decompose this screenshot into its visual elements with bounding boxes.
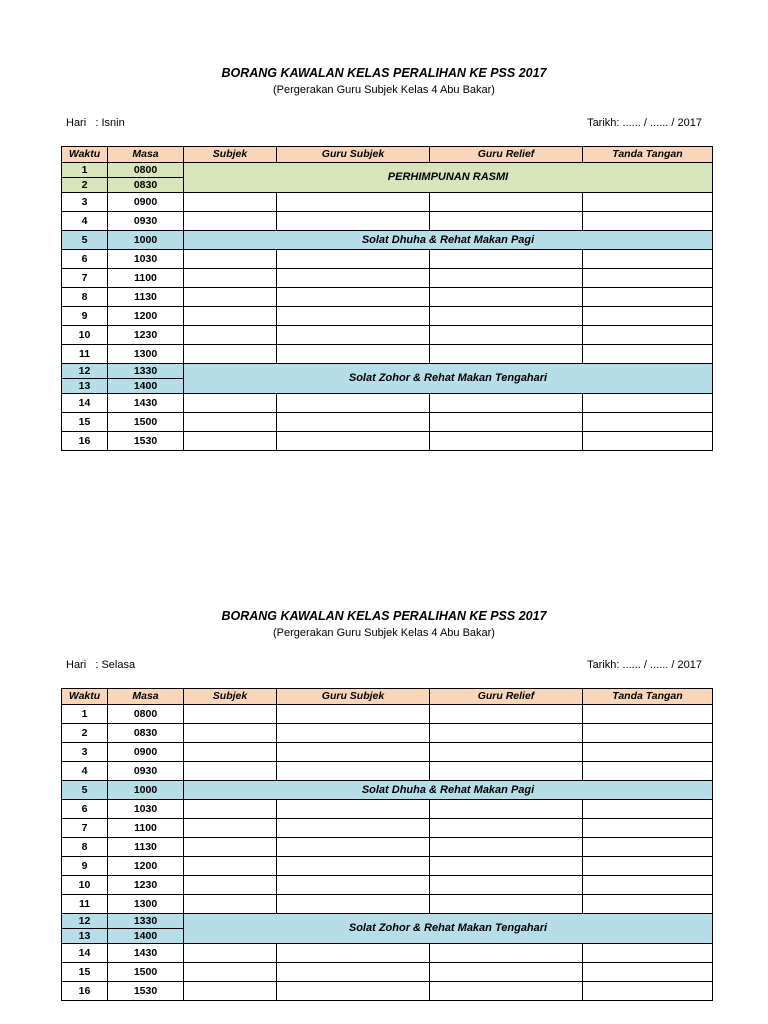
table-row [62,944,713,963]
cell-subjek[interactable] [184,819,277,838]
cell-guru-subjek[interactable] [277,705,430,724]
masa-cell: 1000 [108,231,184,250]
cell-guru-subjek[interactable] [277,800,430,819]
cell-subjek[interactable] [184,705,277,724]
cell-subjek[interactable] [184,838,277,857]
header-subjek: Subjek [184,147,277,163]
cell-subjek[interactable] [184,743,277,762]
header-masa: Masa [108,147,184,163]
day-label-prefix: Hari : [66,659,102,671]
masa-cell: 1500 [108,413,184,432]
cell-tanda-tangan[interactable] [583,762,713,781]
cell-guru-subjek[interactable] [277,345,430,364]
masa-cell: 1230 [108,876,184,895]
masa-cell: 1530 [108,432,184,451]
header-waktu: Waktu [62,147,108,163]
masa-cell: 1400 [108,929,184,944]
cell-tanda-tangan[interactable] [583,250,713,269]
cell-subjek[interactable] [184,963,277,982]
cell-tanda-tangan[interactable] [583,326,713,345]
waktu-cell: 13 [62,929,108,944]
table-row [62,345,713,364]
cell-guru-subjek[interactable] [277,432,430,451]
masa-cell: 1100 [108,269,184,288]
table-row [62,781,713,800]
table-row [62,857,713,876]
cell-guru-subjek[interactable] [277,413,430,432]
table-row [62,364,713,379]
cell-subjek[interactable] [184,250,277,269]
cell-subjek[interactable] [184,269,277,288]
cell-tanda-tangan[interactable] [583,307,713,326]
cell-guru-relief[interactable] [430,432,583,451]
cell-guru-relief[interactable] [430,963,583,982]
cell-subjek[interactable] [184,876,277,895]
masa-cell: 1400 [108,379,184,394]
day-value: Selasa [101,659,136,671]
waktu-cell: 6 [62,800,108,819]
waktu-cell: 9 [62,857,108,876]
masa-cell: 1300 [108,345,184,364]
waktu-cell: 7 [62,269,108,288]
cell-guru-subjek[interactable] [277,307,430,326]
cell-subjek[interactable] [184,413,277,432]
cell-tanda-tangan[interactable] [583,743,713,762]
cell-guru-subjek[interactable] [277,944,430,963]
masa-cell: 1500 [108,963,184,982]
cell-guru-relief[interactable] [430,345,583,364]
cell-tanda-tangan[interactable] [583,432,713,451]
cell-guru-relief[interactable] [430,413,583,432]
masa-cell: 0800 [108,163,184,178]
cell-guru-relief[interactable] [430,705,583,724]
cell-tanda-tangan[interactable] [583,212,713,231]
cell-guru-subjek[interactable] [277,895,430,914]
table-row [62,269,713,288]
cell-tanda-tangan[interactable] [583,876,713,895]
waktu-cell: 4 [62,212,108,231]
waktu-cell: 5 [62,231,108,250]
waktu-cell: 3 [62,743,108,762]
table-row [62,838,713,857]
merged-activity-cell: Solat Dhuha & Rehat Makan Pagi [184,781,713,800]
masa-cell: 0800 [108,705,184,724]
waktu-cell: 2 [62,178,108,193]
cell-guru-subjek[interactable] [277,982,430,1001]
cell-guru-relief[interactable] [430,743,583,762]
cell-guru-relief[interactable] [430,876,583,895]
masa-cell: 1200 [108,307,184,326]
cell-guru-subjek[interactable] [277,743,430,762]
cell-guru-subjek[interactable] [277,326,430,345]
cell-guru-subjek[interactable] [277,394,430,413]
table-row [62,326,713,345]
merged-activity-cell: Solat Dhuha & Rehat Makan Pagi [184,231,713,250]
cell-guru-relief[interactable] [430,193,583,212]
table-row [62,819,713,838]
cell-guru-relief[interactable] [430,838,583,857]
cell-guru-subjek[interactable] [277,269,430,288]
table-row [62,963,713,982]
schedule-table [61,146,713,451]
table-row [62,394,713,413]
waktu-cell: 15 [62,963,108,982]
masa-cell: 0830 [108,724,184,743]
cell-guru-subjek[interactable] [277,193,430,212]
cell-tanda-tangan[interactable] [583,394,713,413]
cell-subjek[interactable] [184,724,277,743]
masa-cell: 1130 [108,838,184,857]
cell-subjek[interactable] [184,345,277,364]
cell-subjek[interactable] [184,432,277,451]
cell-tanda-tangan[interactable] [583,193,713,212]
cell-tanda-tangan[interactable] [583,838,713,857]
table-row [62,432,713,451]
masa-cell: 1030 [108,250,184,269]
header-guru-relief: Guru Relief [430,147,583,163]
cell-tanda-tangan[interactable] [583,345,713,364]
table-row [62,413,713,432]
cell-guru-relief[interactable] [430,269,583,288]
cell-subjek[interactable] [184,212,277,231]
table-row [62,705,713,724]
waktu-cell: 15 [62,413,108,432]
table-row [62,982,713,1001]
cell-subjek[interactable] [184,307,277,326]
cell-tanda-tangan[interactable] [583,963,713,982]
cell-guru-subjek[interactable] [277,876,430,895]
cell-tanda-tangan[interactable] [583,895,713,914]
waktu-cell: 10 [62,326,108,345]
header-masa: Masa [108,689,184,705]
cell-subjek[interactable] [184,762,277,781]
cell-guru-relief[interactable] [430,724,583,743]
masa-cell: 1030 [108,800,184,819]
cell-subjek[interactable] [184,326,277,345]
cell-guru-subjek[interactable] [277,857,430,876]
cell-guru-relief[interactable] [430,982,583,1001]
cell-subjek[interactable] [184,800,277,819]
waktu-cell: 4 [62,762,108,781]
cell-subjek[interactable] [184,944,277,963]
waktu-cell: 6 [62,250,108,269]
waktu-cell: 11 [62,345,108,364]
cell-tanda-tangan[interactable] [583,288,713,307]
masa-cell: 0900 [108,743,184,762]
header-tanda-tangan: Tanda Tangan [583,689,713,705]
header-guru-subjek: Guru Subjek [277,689,430,705]
header-guru-subjek: Guru Subjek [277,147,430,163]
table-row [62,762,713,781]
cell-guru-subjek[interactable] [277,819,430,838]
date-field: Tarikh: ...... / ...... / 2017 [587,659,702,671]
header-guru-relief: Guru Relief [430,689,583,705]
cell-guru-relief[interactable] [430,326,583,345]
header-tanda-tangan: Tanda Tangan [583,147,713,163]
masa-cell: 1100 [108,819,184,838]
cell-guru-relief[interactable] [430,800,583,819]
cell-guru-subjek[interactable] [277,963,430,982]
waktu-cell: 2 [62,724,108,743]
masa-cell: 1200 [108,857,184,876]
masa-cell: 0830 [108,178,184,193]
masa-cell: 1330 [108,914,184,929]
table-header-row [62,147,713,163]
waktu-cell: 16 [62,982,108,1001]
waktu-cell: 13 [62,379,108,394]
masa-cell: 0930 [108,212,184,231]
cell-guru-relief[interactable] [430,250,583,269]
cell-subjek[interactable] [184,394,277,413]
table-header-row [62,689,713,705]
cell-tanda-tangan[interactable] [583,413,713,432]
cell-tanda-tangan[interactable] [583,800,713,819]
form-subtitle: (Pergerakan Guru Subjek Kelas 4 Abu Bakar) [273,84,495,96]
cell-guru-subjek[interactable] [277,250,430,269]
table-row [62,800,713,819]
waktu-cell: 9 [62,307,108,326]
cell-guru-relief[interactable] [430,819,583,838]
waktu-cell: 10 [62,876,108,895]
cell-guru-relief[interactable] [430,857,583,876]
cell-guru-subjek[interactable] [277,724,430,743]
cell-tanda-tangan[interactable] [583,269,713,288]
masa-cell: 1430 [108,394,184,413]
merged-activity-cell: Solat Zohor & Rehat Makan Tengahari [184,914,713,944]
cell-subjek[interactable] [184,193,277,212]
masa-cell: 0930 [108,762,184,781]
cell-subjek[interactable] [184,288,277,307]
masa-cell: 1530 [108,982,184,1001]
table-row [62,288,713,307]
header-subjek: Subjek [184,689,277,705]
masa-cell: 1000 [108,781,184,800]
merged-activity-cell: PERHIMPUNAN RASMI [184,163,713,193]
cell-tanda-tangan[interactable] [583,819,713,838]
cell-guru-relief[interactable] [430,394,583,413]
cell-guru-relief[interactable] [430,895,583,914]
waktu-cell: 16 [62,432,108,451]
masa-cell: 1130 [108,288,184,307]
waktu-cell: 8 [62,838,108,857]
cell-tanda-tangan[interactable] [583,857,713,876]
waktu-cell: 8 [62,288,108,307]
cell-guru-relief[interactable] [430,944,583,963]
masa-cell: 1330 [108,364,184,379]
form-subtitle: (Pergerakan Guru Subjek Kelas 4 Abu Bakar) [273,627,495,639]
table-row [62,724,713,743]
form-title: BORANG KAWALAN KELAS PERALIHAN KE PSS 2017 [221,66,547,80]
date-field: Tarikh: ...... / ...... / 2017 [587,117,702,129]
cell-guru-subjek[interactable] [277,838,430,857]
waktu-cell: 14 [62,394,108,413]
cell-guru-relief[interactable] [430,288,583,307]
form-title: BORANG KAWALAN KELAS PERALIHAN KE PSS 2017 [221,609,547,623]
table-row [62,876,713,895]
masa-cell: 1230 [108,326,184,345]
waktu-cell: 5 [62,781,108,800]
merged-activity-cell: Solat Zohor & Rehat Makan Tengahari [184,364,713,394]
day-value: Isnin [101,117,125,129]
cell-subjek[interactable] [184,982,277,1001]
table-row [62,163,713,178]
table-row [62,307,713,326]
waktu-cell: 1 [62,705,108,724]
cell-tanda-tangan[interactable] [583,705,713,724]
table-row [62,193,713,212]
waktu-cell: 12 [62,364,108,379]
waktu-cell: 7 [62,819,108,838]
cell-tanda-tangan[interactable] [583,724,713,743]
cell-guru-subjek[interactable] [277,762,430,781]
header-waktu: Waktu [62,689,108,705]
masa-cell: 0900 [108,193,184,212]
day-label [66,659,135,671]
waktu-cell: 12 [62,914,108,929]
cell-guru-subjek[interactable] [277,212,430,231]
masa-cell: 1430 [108,944,184,963]
waktu-cell: 3 [62,193,108,212]
cell-guru-relief[interactable] [430,307,583,326]
cell-subjek[interactable] [184,895,277,914]
cell-guru-relief[interactable] [430,762,583,781]
table-row [62,743,713,762]
table-row [62,895,713,914]
cell-tanda-tangan[interactable] [583,982,713,1001]
waktu-cell: 11 [62,895,108,914]
cell-guru-relief[interactable] [430,212,583,231]
cell-tanda-tangan[interactable] [583,944,713,963]
day-label-prefix: Hari : [66,117,102,129]
waktu-cell: 1 [62,163,108,178]
table-row [62,914,713,929]
table-row [62,250,713,269]
cell-subjek[interactable] [184,857,277,876]
masa-cell: 1300 [108,895,184,914]
schedule-table [61,688,713,1001]
table-row [62,231,713,250]
cell-guru-subjek[interactable] [277,288,430,307]
waktu-cell: 14 [62,944,108,963]
table-row [62,212,713,231]
day-label [66,117,125,129]
